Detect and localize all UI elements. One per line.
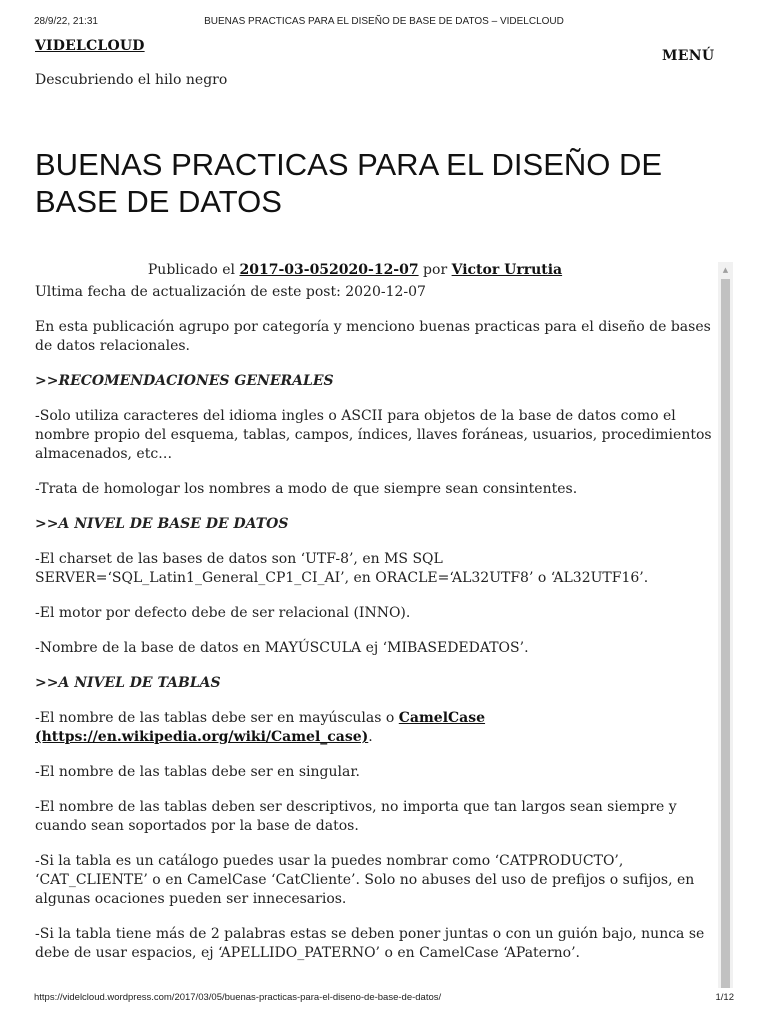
page-number: 1/12 [715, 992, 734, 1003]
scrollbar-thumb[interactable] [721, 279, 730, 988]
print-url: https://videlcloud.wordpress.com/2017/03/05/buenas-practicas-para-el-diseno-de-base-de-datos/ [34, 992, 442, 1003]
list-item: -Trata de homologar los nombres a modo de que siempre sean consintentes. [35, 481, 578, 497]
list-item: -El nombre de las tablas debe ser en singular. [35, 764, 360, 780]
menu-button[interactable]: MENÚ [662, 48, 715, 64]
section-heading-tables: >>A NIVEL DE TABLAS [35, 675, 221, 691]
last-updated: Ultima fecha de actualización de este post: 2020-12-07 [35, 284, 426, 300]
camelcase-link[interactable]: CamelCase (https://en.wikipedia.org/wiki/Camel_case) [35, 710, 486, 745]
print-footer [34, 992, 734, 1006]
entry-meta [35, 262, 675, 278]
post-date-link[interactable]: 2017-03-052020-12-07 [239, 262, 419, 278]
scroll-up-icon[interactable]: ▲ [722, 266, 729, 274]
camelcase-suffix: . [368, 729, 373, 745]
published-prefix: Publicado el [147, 262, 240, 278]
list-item: -Si la tabla es un catálogo puedes usar la puedes nombrar como ‘CATPRODUCTO’, ‘CAT_CLIENTE’ o en CamelCase ‘CatCliente’. Solo no abuses del uso de prefijos o sufijos, en algunas ocaciones pueden ser innecesarios. [35, 853, 695, 907]
site-title-link[interactable]: VIDELCLOUD [35, 38, 145, 54]
intro-paragraph: En esta publicación agrupo por categoría y menciono buenas practicas para el diseño de bases de datos relacionales. [35, 319, 711, 354]
list-item-camelcase [35, 709, 717, 747]
list-item: -El nombre de las tablas deben ser descriptivos, no importa que tan largos sean siempre y cuando sean soportados por la base de datos. [35, 799, 677, 834]
site-description: Descubriendo el hilo negro [35, 72, 228, 88]
camelcase-prefix: -El nombre de las tablas debe ser en mayúsculas o [35, 710, 399, 726]
list-item: -Solo utiliza caracteres del idioma ingles o ASCII para objetos de la base de datos como el nombre propio del esquema, tablas, campos, índices, llaves foráneas, usuarios, procedimientos almacenados, etc… [35, 408, 712, 462]
by-text: por [418, 262, 452, 278]
scrollbar[interactable] [718, 262, 733, 988]
list-item: -Si la tabla tiene más de 2 palabras estas se deben poner juntas o con un guión bajo, nunca se debe de usar espacios, ej ‘APELLIDO_PATERNO’ o en CamelCase ‘APaterno’. [35, 926, 705, 961]
author-link[interactable]: Victor Urrutia [451, 262, 563, 278]
section-heading-general: >>RECOMENDACIONES GENERALES [35, 373, 334, 389]
list-item: -El motor por defecto debe de ser relacional (INNO). [35, 605, 411, 621]
list-item: -El charset de las bases de datos son ‘UTF-8’, en MS SQL SERVER=‘SQL_Latin1_General_CP1_CI_AI’, en ORACLE=‘AL32UTF8’ o ‘AL32UTF16’. [35, 551, 649, 586]
post-content [35, 283, 717, 979]
print-header [34, 16, 734, 30]
section-heading-database: >>A NIVEL DE BASE DE DATOS [35, 516, 289, 532]
print-document-title: BUENAS PRACTICAS PARA EL DISEÑO DE BASE DE DATOS – VIDELCLOUD [204, 16, 564, 27]
list-item: -Nombre de la base de datos en MAYÚSCULA ej ‘MIBASEDEDATOS’. [35, 640, 529, 656]
post-title: BUENAS PRACTICAS PARA EL DISEÑO DE BASE DE DATOS [35, 147, 663, 219]
print-datetime: 28/9/22, 21:31 [34, 16, 98, 27]
